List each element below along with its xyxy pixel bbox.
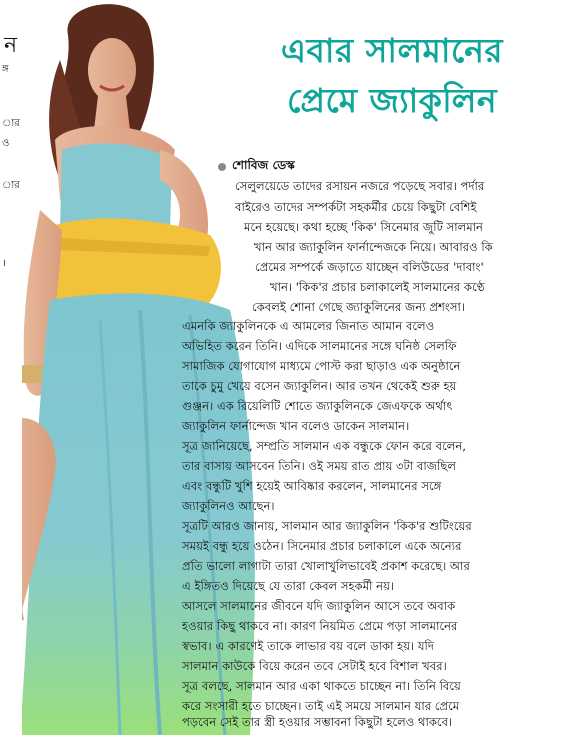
article-line: আসলে সালমানের জীবনে যদি জ্যাকুলিন আসে তবে অবাক: [182, 599, 456, 613]
column-fragment-1: ন: [4, 33, 18, 58]
article-line: সময়ই বন্ধু হয়ে ওঠেন। সিনেমার প্রচার চলাকালে একে অন্যের: [182, 539, 462, 553]
article-line: কেবলই শোনা গেছে জ্যাকুলিনের জন্য প্রশংসা।: [252, 300, 466, 314]
column-fragment-6: ।: [2, 258, 6, 269]
article-line: পড়বেন সেই তার স্ত্রী হওয়ার সম্ভাবনা কিছুটা হলেও থাকবে।: [182, 715, 453, 729]
article-line: প্রেমের সম্পর্কে জড়াতে যাচ্ছেন বলিউডের 'দাবাং': [255, 260, 484, 274]
article-line: প্রতি ভালো লাগাটা তারা খোলাখুলিভাবেই প্রকাশ করেছে। আর: [182, 559, 470, 573]
article-line: অভিহিত করেন তিনি। এদিকে সালমানের সঙ্গে ঘনিষ্ঠ সেলফি: [182, 339, 457, 353]
article-line: হওয়ার কিছু থাকবে না। কারণ নিয়মিত প্রেমে পড়া সালমানের: [182, 619, 458, 633]
byline-text: শোবিজ ডেস্ক: [232, 158, 295, 172]
article-line: খান। 'কিক'র প্রচার চলাকালেই সালমানের কণ্ঠে: [270, 280, 485, 294]
article-line: সূত্রটি আরও জানায়, সালমান আর জ্যাকুলিন 'কিক'র শুটিংয়ের: [182, 519, 472, 533]
article-line: গুঞ্জন। এক রিয়েলিটি শোতে জ্যাকুলিনকে জেএফকে অর্থাৎ: [182, 399, 453, 413]
column-fragment-5: ার: [2, 180, 20, 191]
column-fragment-2: ঙ্গ: [2, 64, 9, 75]
article-line: তাকে চুমু খেয়ে বসেন জ্যাকুলিন। আর তখন থেকেই শুরু হয়: [182, 379, 457, 393]
article-line: মনে হয়েছে। কথা হচ্ছে 'কিক' সিনেমার জুটি সালমান: [244, 220, 483, 234]
article-line: স্বভাব। এ কারণেই তাকে লাভার বয় বলে ডাকা হয়। যদি: [182, 639, 434, 653]
article-line: এবং বন্ধুটি খুশি হয়েই আবিষ্কার করলেন, সালমানের সঙ্গে: [182, 479, 442, 493]
article-line: এ ইঙ্গিতও দিয়েছে যে তারা কেবল সহকর্মী নয়।: [182, 579, 395, 593]
article-line: জ্যাকুলিনও আছেন।: [182, 499, 275, 513]
article-line: সামাজিক যোগাযোগ মাধ্যমে পোস্ট করা ছাড়াও এক অনুষ্ঠানে: [182, 359, 461, 373]
byline: [218, 157, 295, 177]
headline-line-1: এবার সালমানের: [280, 31, 504, 70]
adjacent-column-fragment: [0, 0, 22, 735]
article-line: সালমান কাউকে বিয়ে করেন তবে সেটাই হবে বিশাল খবর।: [182, 659, 447, 673]
article-line: বাইরেও তাদের সম্পর্কটা সহকর্মীর চেয়ে কিছুটা বেশিই: [235, 200, 477, 214]
column-fragment-3: ার: [2, 118, 20, 129]
article-line: সেলুলয়েডে তাদের রসায়ন নজরে পড়েছে সবার। পর্দার: [235, 179, 485, 193]
headline: [222, 26, 562, 126]
article-line: এমনকি জ্যাকুলিনকে এ আমলের জিনাত আমান বলেও: [182, 319, 435, 333]
article-line: জ্যাকুলিন ফার্নান্দেজ খান বলেও ডাকেন সালমান।: [182, 419, 410, 433]
article-line: খান আর জ্যাকুলিন ফার্নান্দেজকে নিয়ে। আবারও কি: [254, 240, 493, 254]
article-line: সূত্র জানিয়েছে, সম্প্রতি সালমান এক বন্ধুকে ফোন করে বলেন,: [182, 439, 466, 453]
article-line: তার বাসায় আসবেন তিনি। ওই সময় রাত প্রায় ৩টা বাজছিল: [182, 459, 457, 473]
column-fragment-4: ও: [2, 138, 10, 149]
headline-line-2: প্রেমে জ্যাকুলিন: [286, 81, 498, 120]
article-line: সূত্র বলছে, সালমান আর একা থাকতে চাচ্ছেন না। তিনি বিয়ে: [182, 679, 461, 693]
article-line: করে সংসারী হতে চাচ্ছেন। তাই এই সময়ে সালমান যার প্রেমে: [182, 699, 460, 713]
bullet-icon: [218, 163, 226, 171]
